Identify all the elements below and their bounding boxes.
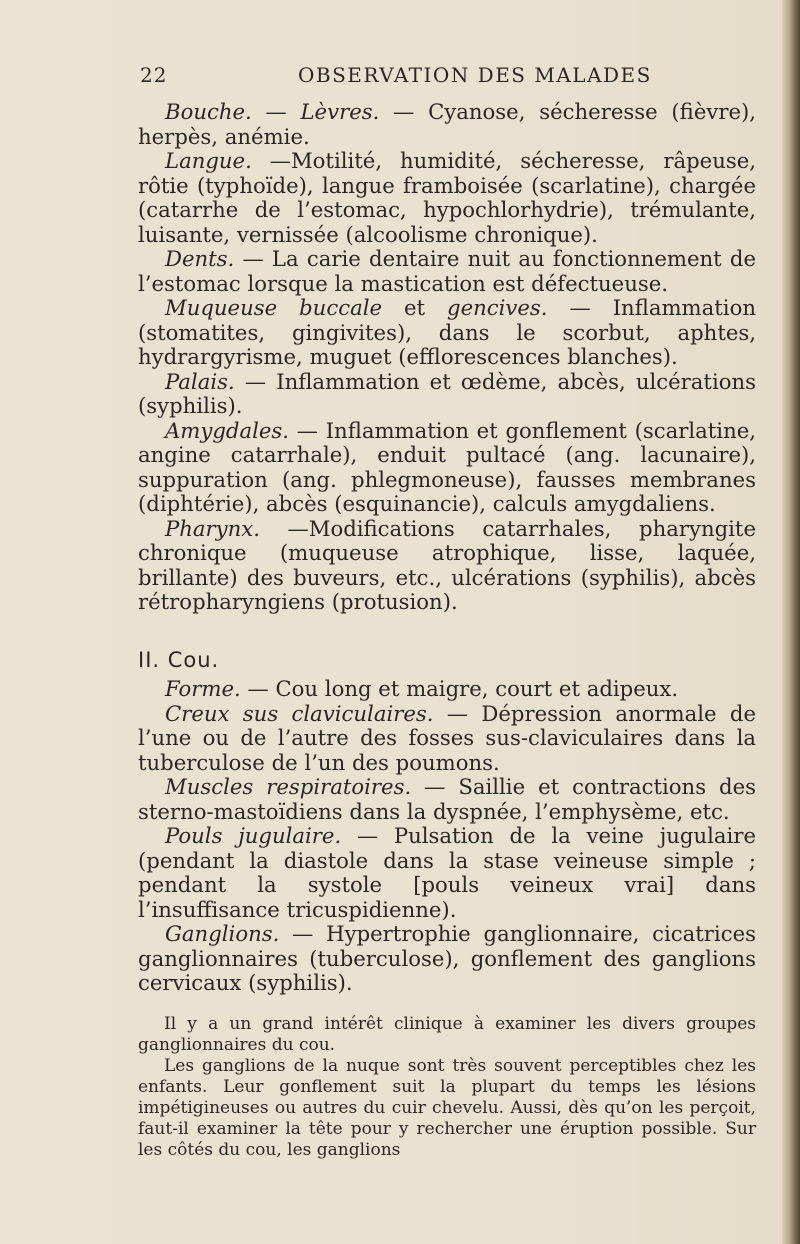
term: Langue. [165, 148, 252, 173]
connector: et [382, 295, 448, 320]
term: Pouls jugulaire. [165, 823, 342, 848]
paragraph-forme [138, 677, 756, 702]
note-paragraph: Il y a un grand intérêt clinique à examiner les divers groupes ganglionnaires du cou. [138, 1013, 756, 1055]
term: Pharynx. [165, 515, 260, 541]
definition: — Inflammation (stomatites, gingivites), dans le scorbut, aphtes, hydrargyrisme, muguet (efflorescences blanches). [138, 295, 756, 369]
page-edge-shadow [782, 0, 800, 1244]
definition: —Modifications catarrhales, pharyngite chronique (muqueuse atrophique, lisse, laquée, brillante) des buveurs, etc., ulcérations (syphilis), abcès rétropharyngiens (protusion). [138, 515, 756, 614]
definition: — Cyanose, sécheresse (fièvre), herpès, anémie. [138, 99, 756, 149]
term: Bouche. — Lèvres. [165, 99, 380, 124]
term: Muscles respiratoires. [165, 774, 412, 799]
definition: — Cou long et maigre, court et adipeux. [240, 676, 679, 701]
term: Palais. [165, 368, 235, 394]
paragraph-dents [138, 247, 756, 296]
term: Muqueuse buccale [165, 295, 383, 320]
page-header [140, 63, 760, 93]
definition: —Motilité, humidité, sécheresse, râpeuse, rôtie (typhoïde), langue framboisée (scarlatine), chargée (catarrhe de l’estomac, hypochlorhydrie), trémulante, luisante, vernissée (alcoolisme chronique). [138, 148, 756, 247]
paragraph-ganglions [138, 922, 756, 996]
note-paragraph: Les ganglions de la nuque sont très souvent perceptibles chez les enfants. Leur gonflement suit la plupart du temps les lésions impétigineuses ou autres du cuir chevelu. Aussi, dès qu’on les perçoit, faut-il examiner la tête pour y rechercher une éruption possible. Sur les côtés du cou, les ganglions [138, 1055, 756, 1160]
term: Dents. [165, 246, 235, 271]
paragraph-muscles [138, 775, 756, 824]
definition: — Hypertrophie ganglionnaire, cicatrices ganglionnaires (tuberculose), gonflement des ganglions cervicaux (syphilis). [138, 921, 756, 995]
paragraph-amygdales [138, 419, 756, 517]
paragraph-palais [138, 370, 756, 419]
section-heading: II. Cou. [138, 647, 220, 672]
paragraph-creux [138, 702, 756, 776]
term: Ganglions. [165, 921, 280, 946]
running-title: OBSERVATION DES MALADES [298, 63, 652, 87]
term: gencives. [447, 295, 548, 320]
definition: — La carie dentaire nuit au fonctionnement de l’estomac lorsque la mastication est défectueuse. [138, 246, 756, 296]
definition: — Pulsation de la veine jugulaire (pendant la diastole dans la stase veineuse simple ; pendant la systole [pouls veineux vrai] dans l’insuffisance tricuspidienne). [138, 823, 756, 922]
paragraph-bouche [138, 100, 756, 149]
term: Amygdales. [165, 417, 290, 443]
definition: — Dépression anormale de l’une ou de l’autre des fosses sus-claviculaires dans la tuberculose de l’un des poumons. [138, 700, 756, 775]
small-print-note [138, 1014, 756, 1161]
paragraph-langue [138, 149, 756, 247]
main-text [138, 100, 756, 1161]
definition: — Saillie et contractions des sterno-mastoïdiens dans la dyspnée, l’emphysème, etc. [138, 774, 757, 824]
term: Creux sus claviculaires. [165, 700, 434, 726]
page-number: 22 [140, 63, 168, 87]
definition: — Inflammation et œdème, abcès, ulcérations (syphilis). [138, 368, 756, 418]
paragraph-pouls [138, 824, 756, 922]
term: Forme. [165, 676, 241, 701]
definition: — Inflammation et gonflement (scarlatine, angine catarrhale), enduit pultacé (ang. lacunaire), suppuration (ang. phlegmoneuse), fausses membranes (diphtérie), abcès (esquinancie), calculs amygdaliens. [138, 417, 756, 516]
paragraph-pharynx [138, 517, 756, 615]
paragraph-muqueuse [138, 296, 756, 370]
